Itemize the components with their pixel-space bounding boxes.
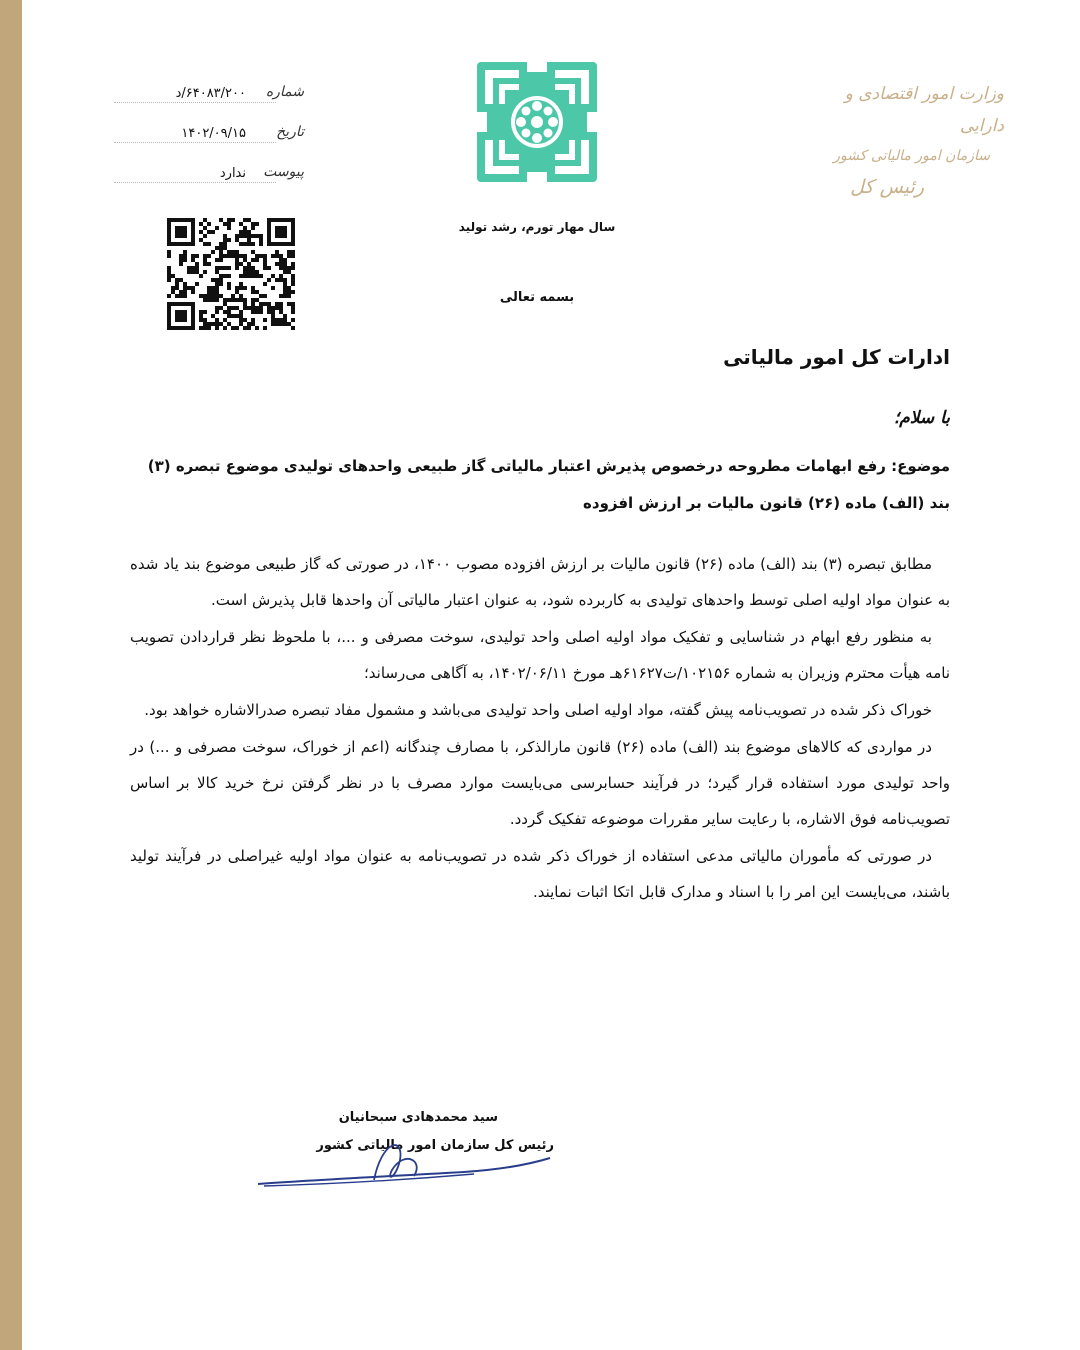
body-paragraph: در مواردی که کالاهای موضوع بند (الف) ماده (۲۶) قانون مارالذکر، با مصارف چندگانه (اعم از خوراک، سوخت مصرفی و ...) در واحد تولیدی مورد استفاده قرار گیرد؛ در فرآیند حسابرسی می‌بایست موارد مصرف با در نظر گرفتن نرخ خرید کالا بر اساس تصویب‌نامه فوق الاشاره، با رعایت سایر مقررات موضوعه تفکیک گردد. xyxy=(130,738,950,828)
number-row xyxy=(114,80,304,120)
attachment-dotted-line xyxy=(114,182,276,183)
attachment-value: ندارد xyxy=(219,166,246,181)
body-paragraph: مطابق تبصره (۳) بند (الف) ماده (۲۶) قانون مالیات بر ارزش افزوده مصوب ۱۴۰۰، در صورتی که گاز طبیعی موضوع بند یاد شده به عنوان مواد اولیه اصلی توسط واحدهای تولیدی به کاربرده شود، به عنوان اعتبار مالیاتی آن واحدها قابل پذیرش است. xyxy=(130,555,950,609)
ministry-line-1: وزارت امور اقتصادی و دارایی xyxy=(844,84,1004,137)
handwritten-signature xyxy=(254,1130,554,1192)
greeting: با سلام؛ xyxy=(893,408,950,428)
date-label: تاریخ xyxy=(276,124,304,140)
ministry-line-3: رئیس کل xyxy=(850,176,924,199)
bismillah: بسمه تعالی xyxy=(499,290,575,305)
page-edge-strip xyxy=(0,0,22,1350)
attachment-row xyxy=(114,160,304,200)
signatory-name: سید محمدهادی سبحانیان xyxy=(338,1110,498,1125)
subject-line: موضوع: رفع ابهامات مطروحه درخصوص پذیرش اعتبار مالیاتی گاز طبیعی واحدهای تولیدی موضوع تبصره (۳) بند (الف) ماده (۲۶) قانون مالیات بر ارزش افزوده xyxy=(147,457,950,512)
body-paragraph: خوراک ذکر شده در تصویب‌نامه پیش گفته، مواد اولیه اصلی واحد تولیدی می‌باشد و مشمول مفاد تبصره صدرالاشاره خواهد بود. xyxy=(144,701,932,719)
signatory-title: رئیس کل سازمان امور مالیاتی کشور xyxy=(316,1138,554,1153)
number-value: ۶۴۰۸۳/۲۰۰/د xyxy=(175,86,246,101)
year-slogan: سال مهار تورم، رشد تولید xyxy=(458,220,616,234)
date-row xyxy=(114,120,304,160)
letter-body xyxy=(130,546,950,911)
letter-meta xyxy=(114,80,304,200)
date-value: ۱۴۰۲/۰۹/۱۵ xyxy=(181,126,246,141)
qr-code xyxy=(167,218,295,331)
ministry-line-2: سازمان امور مالیاتی کشور xyxy=(833,147,990,164)
attachment-label: پیوست xyxy=(263,164,304,180)
recipient: ادارات کل امور مالیاتی xyxy=(723,345,950,369)
letter-page xyxy=(22,0,1080,1350)
number-label: شماره xyxy=(265,84,304,100)
ministry-letterhead xyxy=(804,78,1004,205)
number-dotted-line xyxy=(114,102,276,103)
date-dotted-line xyxy=(114,142,276,143)
body-paragraph: به منظور رفع ابهام در شناسایی و تفکیک مواد اولیه اصلی واحد تولیدی، سوخت مصرفی و ...، با ملحوظ نظر قراردادن تصویب نامه هیأت محترم وزیران به شماره ۱۰۲۱۵۶/ت۶۱۶۲۷هـ مورخ ۱۴۰۲/۰۶/۱۱، به آگاهی می‌رساند؛ xyxy=(130,628,950,682)
tax-organization-logo xyxy=(477,62,597,182)
body-paragraph: در صورتی که مأموران مالیاتی مدعی استفاده از خوراک ذکر شده در تصویب‌نامه به عنوان مواد اولیه غیراصلی در فرآیند تولید باشند، می‌بایست این امر را با اسناد و مدارک قابل اتکا اثبات نمایند. xyxy=(130,847,950,901)
